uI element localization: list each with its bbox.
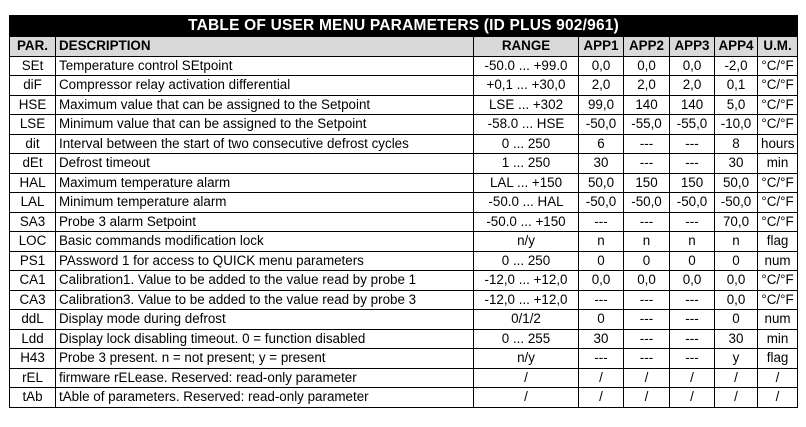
app1-value: 6 — [579, 134, 624, 154]
user-menu-parameters-table — [9, 15, 798, 408]
app3-value: 0 — [670, 251, 715, 271]
parameter-range: 0 ... 250 — [474, 134, 579, 154]
table-row — [10, 290, 798, 310]
app3-value: --- — [670, 329, 715, 349]
table-row — [10, 329, 798, 349]
parameter-code: HSE — [10, 95, 56, 115]
parameter-range: -50.0 ... +150 — [474, 212, 579, 232]
app3-value: 150 — [670, 173, 715, 193]
unit-of-measure: flag — [758, 349, 798, 369]
parameter-code: Ldd — [10, 329, 56, 349]
column-header-range: RANGE — [474, 37, 579, 57]
parameter-range: -50.0 ... HAL — [474, 193, 579, 213]
app3-value: n — [670, 232, 715, 252]
table-row — [10, 193, 798, 213]
app3-value: --- — [670, 212, 715, 232]
parameter-code: ddL — [10, 310, 56, 330]
parameter-range: LSE ... +302 — [474, 95, 579, 115]
parameter-description: Interval between the start of two consecutive defrost cycles — [56, 134, 474, 154]
app1-value: 0 — [579, 310, 624, 330]
unit-of-measure: / — [758, 368, 798, 388]
parameter-code: LAL — [10, 193, 56, 213]
table-row — [10, 173, 798, 193]
app3-value: --- — [670, 134, 715, 154]
app2-value: 140 — [624, 95, 670, 115]
app3-value: 0,0 — [670, 271, 715, 291]
app3-value: --- — [670, 349, 715, 369]
app1-value: 99,0 — [579, 95, 624, 115]
table-row — [10, 232, 798, 252]
table-title: TABLE OF USER MENU PARAMETERS (ID PLUS 902/961) — [10, 16, 798, 37]
table-title-row — [10, 16, 798, 37]
app1-value: n — [579, 232, 624, 252]
unit-of-measure: °C/°F — [758, 76, 798, 96]
app1-value: 0,0 — [579, 271, 624, 291]
column-header-app2: APP2 — [624, 37, 670, 57]
table-body — [10, 56, 798, 407]
parameter-description: Temperature control SEtpoint — [56, 56, 474, 76]
app2-value: -50,0 — [624, 193, 670, 213]
app3-value: -55,0 — [670, 115, 715, 135]
parameter-description: Minimum value that can be assigned to the Setpoint — [56, 115, 474, 135]
parameter-code: PS1 — [10, 251, 56, 271]
app1-value: 0 — [579, 251, 624, 271]
unit-of-measure: °C/°F — [758, 56, 798, 76]
app2-value: 0,0 — [624, 271, 670, 291]
app4-value: 8 — [715, 134, 758, 154]
app2-value: --- — [624, 329, 670, 349]
app1-value: 2,0 — [579, 76, 624, 96]
column-header-app3: APP3 — [670, 37, 715, 57]
column-header-app4: APP4 — [715, 37, 758, 57]
app3-value: 2,0 — [670, 76, 715, 96]
app4-value: 50,0 — [715, 173, 758, 193]
app1-value: / — [579, 388, 624, 408]
app1-value: --- — [579, 349, 624, 369]
app4-value: -10,0 — [715, 115, 758, 135]
parameter-description: tAble of parameters. Reserved: read-only parameter — [56, 388, 474, 408]
parameter-range: -50.0 ... +99.0 — [474, 56, 579, 76]
app3-value: --- — [670, 310, 715, 330]
app4-value: 0,1 — [715, 76, 758, 96]
parameter-code: dEt — [10, 154, 56, 174]
app2-value: --- — [624, 212, 670, 232]
parameter-range: 0 ... 250 — [474, 251, 579, 271]
app4-value: 5,0 — [715, 95, 758, 115]
app4-value: / — [715, 388, 758, 408]
app4-value: 0,0 — [715, 271, 758, 291]
app4-value: 0 — [715, 310, 758, 330]
app4-value: 0 — [715, 251, 758, 271]
app2-value: --- — [624, 290, 670, 310]
unit-of-measure: min — [758, 154, 798, 174]
unit-of-measure: num — [758, 251, 798, 271]
parameter-range: +0,1 ... +30,0 — [474, 76, 579, 96]
table-row — [10, 310, 798, 330]
app3-value: --- — [670, 290, 715, 310]
app2-value: / — [624, 368, 670, 388]
app1-value: 30 — [579, 154, 624, 174]
app3-value: -50,0 — [670, 193, 715, 213]
table-row — [10, 251, 798, 271]
app1-value: --- — [579, 290, 624, 310]
parameter-description: Maximum value that can be assigned to the Setpoint — [56, 95, 474, 115]
app3-value: --- — [670, 154, 715, 174]
parameter-range: 0 ... 255 — [474, 329, 579, 349]
app1-value: 30 — [579, 329, 624, 349]
parameter-code: dit — [10, 134, 56, 154]
app2-value: / — [624, 388, 670, 408]
parameter-description: Probe 3 alarm Setpoint — [56, 212, 474, 232]
parameter-description: Display lock disabling timeout. 0 = function disabled — [56, 329, 474, 349]
app2-value: --- — [624, 134, 670, 154]
unit-of-measure: °C/°F — [758, 290, 798, 310]
parameter-description: Minimum temperature alarm — [56, 193, 474, 213]
app4-value: -50,0 — [715, 193, 758, 213]
app1-value: -50,0 — [579, 193, 624, 213]
table-row — [10, 115, 798, 135]
unit-of-measure: min — [758, 329, 798, 349]
app4-value: y — [715, 349, 758, 369]
table-row — [10, 212, 798, 232]
parameter-range: -12,0 ... +12,0 — [474, 290, 579, 310]
parameter-description: Defrost timeout — [56, 154, 474, 174]
app4-value: / — [715, 368, 758, 388]
app2-value: 2,0 — [624, 76, 670, 96]
unit-of-measure: °C/°F — [758, 95, 798, 115]
app1-value: / — [579, 368, 624, 388]
app4-value: 30 — [715, 154, 758, 174]
app3-value: 140 — [670, 95, 715, 115]
parameter-code: LOC — [10, 232, 56, 252]
app2-value: --- — [624, 349, 670, 369]
table-row — [10, 56, 798, 76]
app3-value: 0,0 — [670, 56, 715, 76]
table-row — [10, 368, 798, 388]
parameter-table-container — [9, 15, 797, 408]
parameter-code: CA3 — [10, 290, 56, 310]
parameter-range: LAL ... +150 — [474, 173, 579, 193]
parameter-description: Display mode during defrost — [56, 310, 474, 330]
parameter-range: -58.0 ... HSE — [474, 115, 579, 135]
app1-value: -50,0 — [579, 115, 624, 135]
parameter-code: SEt — [10, 56, 56, 76]
app2-value: -55,0 — [624, 115, 670, 135]
parameter-range: -12,0 ... +12,0 — [474, 271, 579, 291]
parameter-range: 1 ... 250 — [474, 154, 579, 174]
parameter-range: n/y — [474, 349, 579, 369]
parameter-description: Maximum temperature alarm — [56, 173, 474, 193]
app4-value: 0,0 — [715, 290, 758, 310]
parameter-range: 0/1/2 — [474, 310, 579, 330]
unit-of-measure: flag — [758, 232, 798, 252]
table-row — [10, 134, 798, 154]
parameter-range: / — [474, 388, 579, 408]
app2-value: 150 — [624, 173, 670, 193]
parameter-code: tAb — [10, 388, 56, 408]
app2-value: n — [624, 232, 670, 252]
parameter-code: HAL — [10, 173, 56, 193]
app4-value: 30 — [715, 329, 758, 349]
parameter-description: PAssword 1 for access to QUICK menu parameters — [56, 251, 474, 271]
table-row — [10, 271, 798, 291]
table-row — [10, 154, 798, 174]
parameter-description: Calibration1. Value to be added to the value read by probe 1 — [56, 271, 474, 291]
column-header-app1: APP1 — [579, 37, 624, 57]
app1-value: 50,0 — [579, 173, 624, 193]
parameter-code: diF — [10, 76, 56, 96]
app1-value: --- — [579, 212, 624, 232]
unit-of-measure: °C/°F — [758, 193, 798, 213]
parameter-description: firmware rELease. Reserved: read-only parameter — [56, 368, 474, 388]
parameter-description: Calibration3. Value to be added to the value read by probe 3 — [56, 290, 474, 310]
parameter-code: LSE — [10, 115, 56, 135]
table-row — [10, 349, 798, 369]
parameter-code: rEL — [10, 368, 56, 388]
app4-value: 70,0 — [715, 212, 758, 232]
parameter-description: Basic commands modification lock — [56, 232, 474, 252]
app1-value: 0,0 — [579, 56, 624, 76]
unit-of-measure: hours — [758, 134, 798, 154]
app2-value: --- — [624, 154, 670, 174]
column-header-unit: U.M. — [758, 37, 798, 57]
table-row — [10, 388, 798, 408]
unit-of-measure: num — [758, 310, 798, 330]
table-header-row — [10, 37, 798, 57]
column-header-description: DESCRIPTION — [56, 37, 474, 57]
parameter-description: Compressor relay activation differential — [56, 76, 474, 96]
app3-value: / — [670, 368, 715, 388]
parameter-description: Probe 3 present. n = not present; y = present — [56, 349, 474, 369]
app4-value: -2,0 — [715, 56, 758, 76]
app2-value: --- — [624, 310, 670, 330]
column-header-par: PAR. — [10, 37, 56, 57]
unit-of-measure: / — [758, 388, 798, 408]
table-row — [10, 95, 798, 115]
parameter-code: SA3 — [10, 212, 56, 232]
parameter-code: H43 — [10, 349, 56, 369]
parameter-code: CA1 — [10, 271, 56, 291]
unit-of-measure: °C/°F — [758, 115, 798, 135]
unit-of-measure: °C/°F — [758, 271, 798, 291]
app2-value: 0 — [624, 251, 670, 271]
app4-value: n — [715, 232, 758, 252]
app2-value: 0,0 — [624, 56, 670, 76]
app3-value: / — [670, 388, 715, 408]
table-row — [10, 76, 798, 96]
parameter-range: / — [474, 368, 579, 388]
parameter-range: n/y — [474, 232, 579, 252]
unit-of-measure: °C/°F — [758, 173, 798, 193]
unit-of-measure: °C/°F — [758, 212, 798, 232]
